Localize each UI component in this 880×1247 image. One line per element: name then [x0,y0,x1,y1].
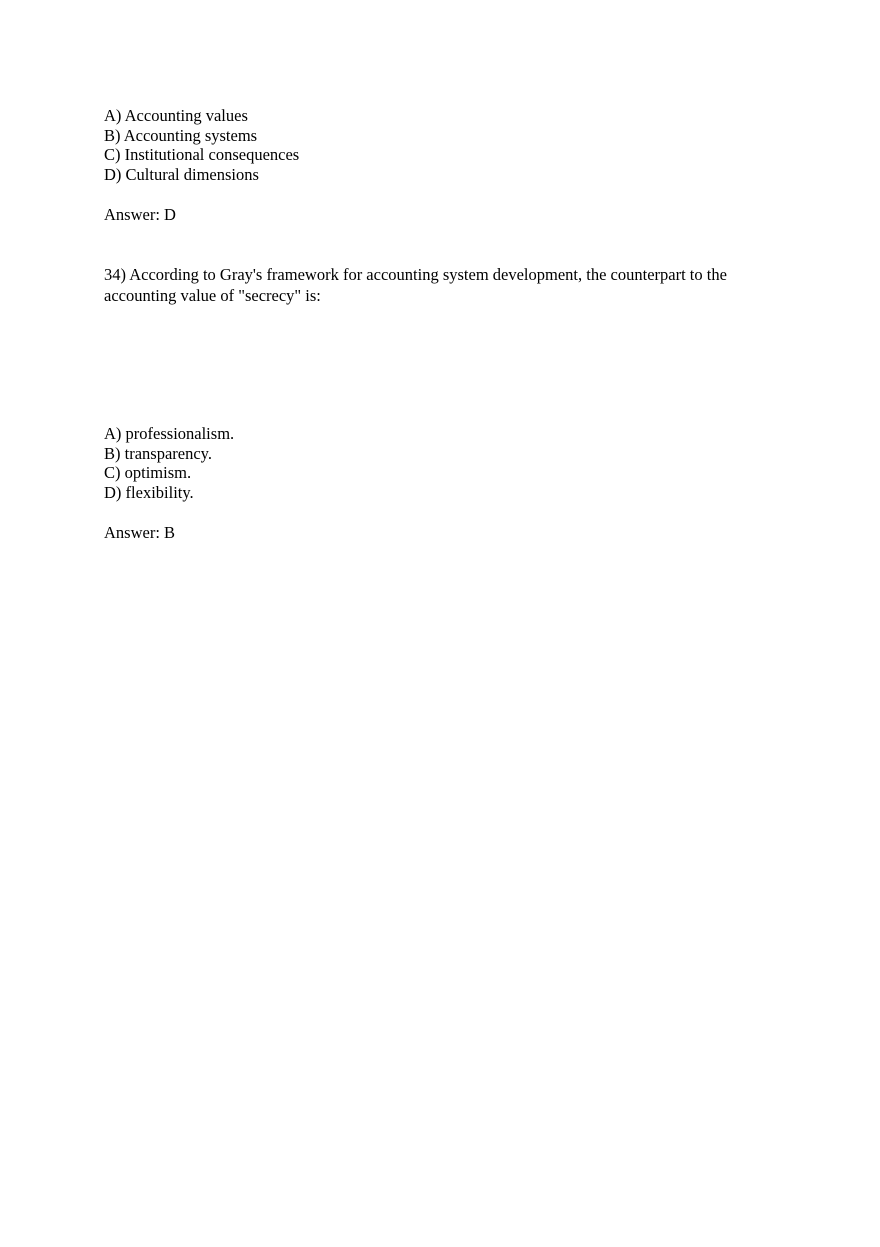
option-b: B) Accounting systems [104,125,258,145]
previous-question-options [104,106,784,184]
option-a: A) Accounting values [104,106,248,125]
question-34-options [104,424,784,502]
option-d: D) Cultural dimensions [104,164,259,184]
option-a: A) professionalism. [104,424,235,443]
option-c: C) optimism. [104,463,192,482]
previous-question-answer: Answer: D [104,205,176,224]
option-d: D) flexibility. [104,482,194,502]
option-c: C) Institutional consequences [104,145,300,164]
option-b: B) transparency. [104,443,212,463]
question-34-text: 34) According to Gray's framework for accounting system development, the counterpart to the accounting value of "secrecy" is: [104,265,727,305]
question-34-answer: Answer: B [104,523,176,542]
